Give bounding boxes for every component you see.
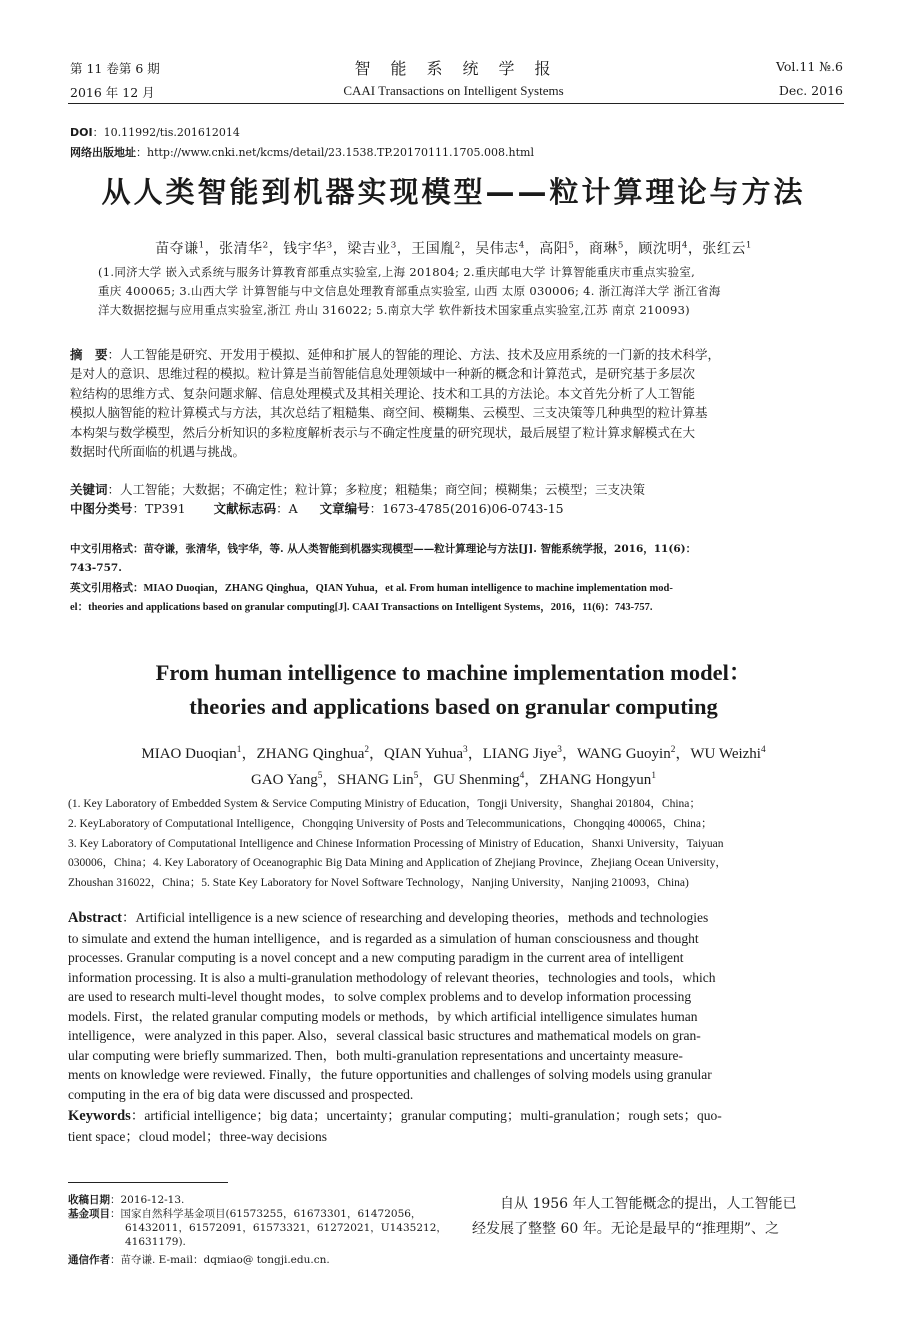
footnotes [68, 1193, 463, 1267]
keywords-en-line2: tient space；cloud model；three-way decisions [68, 1128, 328, 1144]
abstract-en-line [68, 908, 844, 929]
abstract-cn-line [70, 364, 845, 383]
abstract-en-text: to simulate and extend the human intelligence，and is regarded as a simulation of human consciousness and thought [68, 930, 699, 946]
author-affiliation-mark: 5 [617, 240, 624, 251]
abstract-en-text: computing in the era of big data were discussed and prospected. [68, 1086, 414, 1102]
author-affiliation-mark: 5 [413, 771, 419, 781]
author-affiliation-mark: 2 [670, 745, 676, 755]
header-date-en: Dec. 2016 [778, 83, 843, 98]
abstract-en-text: ular computing were briefly summarized. Then，both multi-granulation representations and uncertainty measure- [68, 1047, 683, 1063]
author-affiliation-mark: 5 [317, 771, 323, 781]
abstract-en-line [68, 1065, 844, 1085]
article-no-label: 文章编号 [319, 501, 370, 516]
author-name: 苗夺谦 [155, 241, 199, 257]
abstract-en-line [68, 987, 844, 1007]
abstract-en-line [68, 1085, 844, 1105]
cite-cn-line2: 743-757. [70, 562, 122, 574]
author-name: 张红云 [702, 241, 746, 257]
title-en [0, 656, 907, 724]
corresponding-value: ：苗夺谦. E-mail：dqmiao@ tongji.edu.cn. [110, 1254, 330, 1266]
authors-en-line1: MIAO Duoqian$^1$，ZHANG Qinghua$^2$，QIAN Yuhua$^3$，LIANG Jiye$^3$，WANG Guoyin$^2$，WU Weizhi$^4$ [141, 745, 766, 762]
cite-en [70, 579, 845, 617]
header-journal-cn: 智 能 系 统 学 报 [354, 59, 553, 78]
abstract-en [68, 908, 844, 1104]
abstract-cn-text: 本构架与数学模型，然后分析知识的多粒度解析表示与不确定性度量的研究现状，最后展望了粒计算求解模式在大 [70, 424, 696, 440]
fund-value1: ：国家自然科学基金项目(61573255，61673301，61472056， [110, 1208, 422, 1220]
keywords-en [68, 1106, 844, 1146]
abstract-en-text: intelligence，were analyzed in this paper. Also，several classical basic structures and mathematical models on gran- [68, 1028, 701, 1043]
doi-label: DOI [70, 126, 93, 139]
received-line [68, 1193, 463, 1207]
abstract-cn-line [70, 384, 845, 403]
author-affiliation-mark: 3 [557, 745, 562, 755]
author-affiliation-mark: 4 [681, 240, 688, 251]
abstract-en-line [68, 948, 844, 968]
author-affiliation-mark: 1 [651, 771, 656, 781]
cite-cn-line1: ：苗夺谦，张清华，钱宇华，等. 从人类智能到机器实现模型——粒计算理论与方法[J]. 智能系统学报，2016，11(6)： [133, 543, 697, 555]
abstract-cn-line [70, 345, 845, 364]
author-name-en: WU Weizhi [690, 746, 761, 762]
keywords-cn-label: 关键词 [70, 482, 108, 497]
keywords-en-label: Keywords [68, 1108, 131, 1124]
affiliation-en-line: 2. KeyLaboratory of Computational Intelligence，Chongqing University of Posts and Telecommunications，Chongqing 400065，China； [68, 817, 713, 830]
affiliation-en [68, 795, 844, 894]
author-name: 吴伟志 [475, 241, 519, 257]
online-value[interactable]: ：http://www.cnki.net/kcms/detail/23.1538.TP.20170111.1705.008.html [136, 146, 534, 159]
cite-en-line1: ：MIAO Duoqian，ZHANG Qinghua，QIAN Yuhua，et al. From human intelligence to machine implementation mod- [133, 583, 673, 594]
author-name: 张清华 [219, 241, 263, 257]
affiliation-en-line: Zhoushan 316022，China；5. State Key Laboratory for Novel Software Technology，Nanjing University，Nanjing 210093，China) [68, 877, 689, 890]
abstract-cn-text: 粒结构的思维方式、复杂问题求解、信息处理模式及其相关理论、技术和工具的方法论。本文首先分析了人工智能 [70, 385, 696, 401]
author-name-en: ZHANG Qinghua [256, 746, 365, 762]
affiliation-cn-line: (1.同济大学 嵌入式系统与服务计算教育部重点实验室,上海 201804; 2.重庆邮电大学 计算智能重庆市重点实验室, [98, 265, 696, 279]
author-affiliation-mark: 3 [390, 240, 397, 251]
abstract-en-label: Abstract [68, 910, 122, 926]
keywords-cn-value: ：人工智能；大数据；不确定性；粒计算；多粒度；粗糙集；商空间；模糊集；云模型；三支决策 [107, 482, 646, 497]
abstract-en-line [68, 1046, 844, 1066]
fund-line1 [68, 1207, 463, 1221]
header-rule [68, 103, 844, 104]
fund-line2: 61432011，61572091，61573321，61272021，U1435212， [125, 1222, 447, 1234]
abstract-cn-text: 是对人的意识、思维过程的模拟。粒计算是当前智能信息处理领域中一种新的概念和计算范式，是研究基于多层次 [70, 366, 696, 382]
author-affiliation-mark: 2 [364, 745, 370, 755]
fund-label: 基金项目 [68, 1208, 110, 1220]
doi-line [70, 125, 240, 141]
article-no-value: ：1673-4785(2016)06-0743-15 [369, 501, 564, 516]
abstract-en-line [68, 968, 844, 988]
author-name-en: LIANG Jiye [482, 746, 558, 762]
abstract-en-text: models. First，the related granular computing models or methods，by which artificial intelligence simulates human [68, 1008, 698, 1024]
cite-en-label: 英文引用格式 [70, 582, 133, 594]
title-en-line2: theories and applications based on granular computing [189, 694, 718, 719]
title-cn: 从人类智能到机器实现模型——粒计算理论与方法 [101, 175, 806, 209]
author-name-en: QIAN Yuhua [384, 746, 464, 762]
intro-line1: 自从 1956 年人工智能概念的提出，人工智能已 [500, 1196, 797, 1212]
fund-line3: 41631179). [125, 1236, 186, 1248]
header-journal-en: CAAI Transactions on Intelligent Systems [343, 83, 564, 98]
author-name: 商琳 [588, 241, 618, 257]
abstract-en-text: processes. Granular computing is a novel concept and a new computing paradigm in the current area of intelligent [68, 950, 684, 965]
cite-cn [70, 540, 845, 578]
author-affiliation-mark: 1 [236, 745, 242, 755]
authors-en [0, 741, 907, 793]
cite-cn-label: 中文引用格式 [70, 543, 133, 555]
received-value: ：2016-12-13. [110, 1194, 185, 1206]
received-label: 收稿日期 [68, 1194, 110, 1206]
footnote-rule [68, 1182, 228, 1183]
author-name: 王国胤 [411, 241, 455, 257]
abstract-en-line [68, 929, 844, 949]
header-volume-en: Vol.11 №.6 [775, 59, 843, 74]
header-volume-cn: 第 11 卷第 6 期 [70, 61, 160, 76]
author-affiliation-mark: 1 [745, 240, 752, 251]
abstract-cn-line [70, 442, 845, 461]
online-label: 网络出版地址 [70, 146, 136, 159]
clc-value: ：TP391 [132, 501, 186, 516]
author-name-en: SHANG Lin [337, 772, 414, 788]
corresponding-line [68, 1253, 463, 1267]
abstract-cn-line [70, 423, 845, 442]
online-address-line [70, 145, 534, 161]
affiliation-cn [98, 263, 843, 320]
abstract-cn [70, 345, 845, 461]
abstract-cn-text: 数据时代所面临的机遇与挑战。 [70, 444, 246, 460]
abstract-en-line [68, 1007, 844, 1027]
author-name: 顾沈明 [638, 241, 682, 257]
author-affiliation-mark: 2 [262, 240, 269, 251]
doc-code-value: ：A [276, 501, 298, 516]
classification-line [70, 499, 564, 518]
doc-code-label: 文献标志码 [213, 501, 277, 516]
author-affiliation-mark: 1 [198, 240, 205, 251]
abstract-cn-text: 模拟人脑智能的粒计算模式与方法，其次总结了粗糙集、商空间、模糊集、云模型、三支决策等几种典型的粒计算基 [70, 405, 708, 421]
author-affiliation-mark: 3 [463, 745, 468, 755]
keywords-en-value1: ：artificial intelligence；big data；uncertainty；granular computing；multi-granulation；rough sets；quo- [130, 1108, 722, 1123]
author-affiliation-mark: 2 [454, 240, 461, 251]
intro-line2: 经发展了整整 60 年。无论是最早的“推理期”、之 [472, 1221, 780, 1237]
clc-label: 中图分类号 [70, 501, 133, 516]
abstract-cn-text: ：人工智能是研究、开发用于模拟、延伸和扩展人的智能的理论、方法、技术及应用系统的一门新的技术科学， [107, 347, 721, 362]
abstract-en-text: ：Artificial intelligence is a new science of researching and developing theories，methods and technologies [121, 910, 709, 925]
author-name-en: GAO Yang [251, 772, 318, 788]
author-affiliation-mark: 4 [518, 240, 525, 251]
affiliation-en-line: 030006，China；4. Key Laboratory of Oceanographic Big Data Mining and Application of Zhejiang Province，Zhejiang Ocean University， [68, 857, 727, 870]
abstract-en-text: are used to research multi-level thought modes，to solve complex problems and to develop information processing [68, 989, 692, 1004]
intro-paragraph [472, 1192, 844, 1242]
keywords-cn [70, 480, 645, 499]
author-name-en: MIAO Duoqian [141, 746, 237, 762]
authors-en-line2: GAO Yang$^5$，SHANG Lin$^5$，GU Shenming$^4$，ZHANG Hongyun$^1$ [251, 771, 656, 788]
author-name-en: WANG Guoyin [576, 746, 671, 762]
title-en-line1: From human intelligence to machine implementation model： [155, 660, 752, 685]
author-name: 梁吉业 [347, 241, 391, 257]
keywords-en-line1 [68, 1106, 844, 1127]
abstract-en-line [68, 1026, 844, 1046]
affiliation-cn-line: 洋大数据挖掘与应用重点实验室,浙江 舟山 316022; 5.南京大学 软件新技术国家重点实验室,江苏 南京 210093) [98, 303, 690, 317]
author-affiliation-mark: 3 [326, 240, 333, 251]
abstract-cn-line [70, 403, 845, 422]
corresponding-label: 通信作者 [68, 1254, 110, 1266]
abstract-cn-label: 摘 要 [70, 347, 108, 362]
author-name-en: ZHANG Hongyun [539, 772, 652, 788]
abstract-en-text: ments on knowledge were reviewed. Finally，the future opportunities and challenges of solving models using granular [68, 1067, 712, 1082]
abstract-en-text: information processing. It is also a multi-granulation methodology of relevant theories，technologies and tools，which [68, 969, 716, 985]
affiliation-en-line: 3. Key Laboratory of Computational Intelligence and Chinese Information Processing of Ministry of Education，Shanxi University，Taiyuan [68, 837, 724, 850]
affiliation-en-line: (1. Key Laboratory of Embedded System & Service Computing Ministry of Education，Tongji University，Shanghai 201804，China； [68, 798, 701, 810]
author-affiliation-mark: 4 [760, 745, 766, 755]
author-name: 钱宇华 [283, 241, 327, 257]
cite-en-line2: el：theories and applications based on granular computing[J]. CAAI Transactions on Intelligent Systems，2016，11(6)：743-757. [70, 602, 653, 613]
author-name-en: GU Shenming [433, 772, 520, 788]
author-name: 高阳 [539, 241, 569, 257]
doi-value: ：10.11992/tis.201612014 [92, 126, 240, 139]
affiliation-cn-line: 重庆 400065; 3.山西大学 计算智能与中文信息处理教育部重点实验室, 山西 太原 030006; 4. 浙江海洋大学 浙江省海 [98, 284, 721, 298]
authors-cn: 苗夺谦$^1$，张清华$^2$，钱宇华$^3$，梁吉业$^3$，王国胤$^2$，吴伟志$^4$，高阳$^5$，商琳$^5$，顾沈明$^4$，张红云$^1$ [155, 240, 752, 257]
author-affiliation-mark: 5 [568, 240, 575, 251]
author-affiliation-mark: 4 [519, 771, 525, 781]
header-date-cn: 2016 年 12 月 [70, 85, 155, 100]
